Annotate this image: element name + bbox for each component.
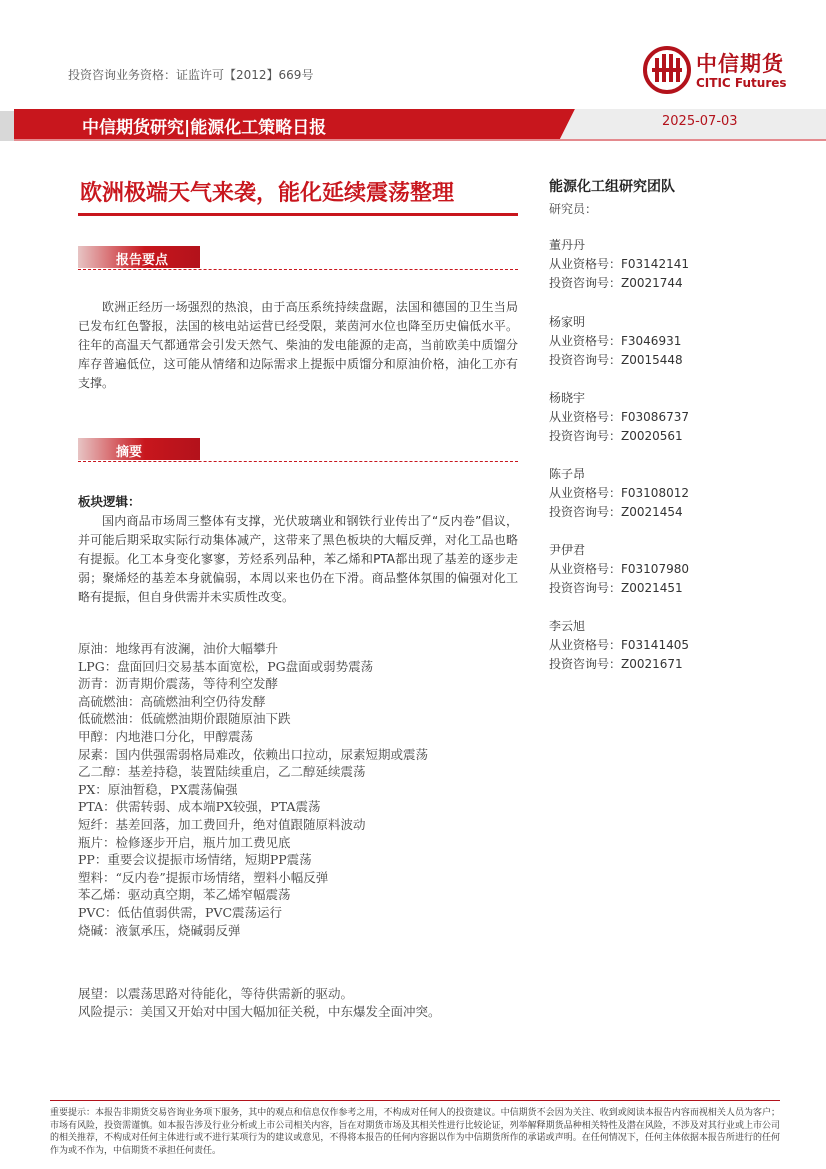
list-item: PTA：供需转弱、成本端PX较强，PTA震荡 [78,799,321,815]
researcher-consult: 投资咨询号：Z0015448 [549,353,683,367]
list-item: PX：原油暂稳，PX震荡偏强 [78,781,238,797]
commodity-list [78,640,538,939]
team-title: 能源化工组研究团队 [549,179,675,195]
list-item: 高硫燃油：高硫燃油利空仍待发酵 [78,693,266,709]
title-underline [78,213,518,216]
section-divider [78,269,518,270]
section-header-label: 摘要 [116,445,143,460]
list-item: 塑料：“反内卷”提振市场情绪，塑料小幅反弹 [78,869,329,885]
list-item: PP：重要会议提振市场情绪，短期PP震荡 [78,852,312,868]
list-item: 烧碱：液氯承压，烧碱弱反弹 [78,922,241,938]
researcher-license: 从业资格号：F03107980 [549,562,689,576]
researcher-name: 董丹丹 [549,238,586,252]
researcher-license: 从业资格号：F03086737 [549,410,689,424]
researcher-name: 杨家明 [549,315,586,329]
researcher-license: 从业资格号：F3046931 [549,334,682,348]
citic-futures-logo [642,46,807,94]
list-item: 瓶片：检修逐步开启，瓶片加工费见底 [78,834,291,850]
main-title: 欧洲极端天气来袭，能化延续震荡整理 [80,181,455,206]
report-banner [0,105,826,141]
citic-logo-icon [642,46,692,94]
researcher-name: 尹伊君 [549,543,586,557]
license-text: 投资咨询业务资格：证监许可【2012】669号 [68,68,314,82]
team-subtitle: 研究员： [549,202,598,216]
researcher-card [549,617,689,674]
list-item: 原油：地缘再有波澜，油价大幅攀升 [78,641,279,656]
list-item: 低硫燃油：低硫燃油期价跟随原油下跌 [78,711,291,727]
report-date: 2025-07-03 [662,114,738,129]
key-points-paragraph [78,298,518,393]
outlook-block [78,985,538,1021]
researcher-consult: 投资咨询号：Z0021671 [549,657,683,671]
list-item: LPG：盘面回归交易基本面宽松，PG盘面或弱势震荡 [78,658,374,674]
list-item: 乙二醇：基差持稳，装置陆续重启，乙二醇延续震荡 [78,764,366,780]
researcher-card [549,541,689,598]
researcher-card [549,313,683,370]
researcher-name: 陈子昂 [549,467,586,481]
banner-title: 中信期货研究|能源化工策略日报 [82,118,327,138]
disclaimer-text: 重要提示：本报告非期货交易咨询业务项下服务，其中的观点和信息仅作参考之用，不构成对任何人的投资建议。中信期货不会因为关注、收到或阅读本报告内容而视相关人员为客户；市场有风险，投资需谨慎。如本报告涉及行业分析或上市公司相关内容，旨在对期货市场及其相关性进行比较论证，列举解释期货品种相关特性及潜在风险，不涉及对其行业或上市公司的相关推荐，不构成对任何主体进行或不进行某项行为的建议或意见，不得将本报告的任何内容据以作为中信期货所作的承诺或声明。在任何情况下，任何主体依据本报告所进行的任何作为或不作为，中信期货不承担任何责任。 [50,1108,780,1156]
logic-text: 国内商品市场周三整体有支撑，光伏玻璃业和钢铁行业传出了“反内卷”倡议，并可能后期采取实际行动集体减产，这带来了黑色板块的大幅反弹，对化工品也略有提振。化工本身变化寥寥，芳烃系列品种，苯乙烯和PTA都出现了基差的逐步走弱；聚烯烃的基差本身就偏弱，本周以来也仍在下滑。商品整体氛围的偏强对化工略有提振，但自身供需并未实质性改变。 [78,514,518,604]
logic-heading: 板块逻辑： [78,494,141,509]
researcher-license: 从业资格号：F03142141 [549,257,689,271]
researcher-consult: 投资咨询号：Z0021451 [549,581,683,595]
researcher-license: 从业资格号：F03108012 [549,486,689,500]
list-item: 尿素：国内供强需弱格局难改，依赖出口拉动，尿素短期或震荡 [78,746,429,762]
risk-text: 风险提示：美国又开始对中国大幅加征关税，中东爆发全面冲突。 [78,1004,441,1019]
researcher-card [549,389,689,446]
researcher-license: 从业资格号：F03141405 [549,638,689,652]
list-item: 甲醇：内地港口分化，甲醇震荡 [78,728,254,744]
researcher-card [549,465,689,522]
researcher-consult: 投资咨询号：Z0020561 [549,429,683,443]
researcher-card [549,236,689,293]
key-points-text: 欧洲正经历一场强烈的热浪，由于高压系统持续盘踞，法国和德国的卫生当局已发布红色警报，法国的核电站运营已经受限，莱茵河水位也降至历史偏低水平。往年的高温天气都通常会引发天然气、柴油的发电能源的走高，当前欧美中质馏分库存普遍低位，这可能从情绪和边际需求上提振中质馏分和原油价格，油化工亦有支撑。 [78,300,518,390]
outlook-text: 展望：以震荡思路对待能化，等待供需新的驱动。 [78,986,354,1001]
logo-cn: 中信期货 [696,52,784,76]
footer-divider [50,1100,780,1101]
logic-paragraph [78,512,518,607]
researcher-consult: 投资咨询号：Z0021744 [549,276,683,290]
list-item: 沥青：沥青期价震荡，等待利空发酵 [78,676,279,692]
section-divider [78,461,518,462]
section-header-summary [78,438,518,464]
logo-en: CITIC Futures [696,76,787,90]
list-item: PVC：低估值弱供需，PVC震荡运行 [78,904,283,920]
researcher-name: 杨晓宇 [549,391,586,405]
list-item: 短纤：基差回落，加工费回升，绝对值跟随原料波动 [78,816,366,832]
section-header-label: 报告要点 [116,253,169,268]
list-item: 苯乙烯：驱动真空期，苯乙烯窄幅震荡 [78,887,291,903]
section-header-key-points [78,246,518,272]
researcher-name: 李云旭 [549,619,586,633]
researcher-consult: 投资咨询号：Z0021454 [549,505,683,519]
